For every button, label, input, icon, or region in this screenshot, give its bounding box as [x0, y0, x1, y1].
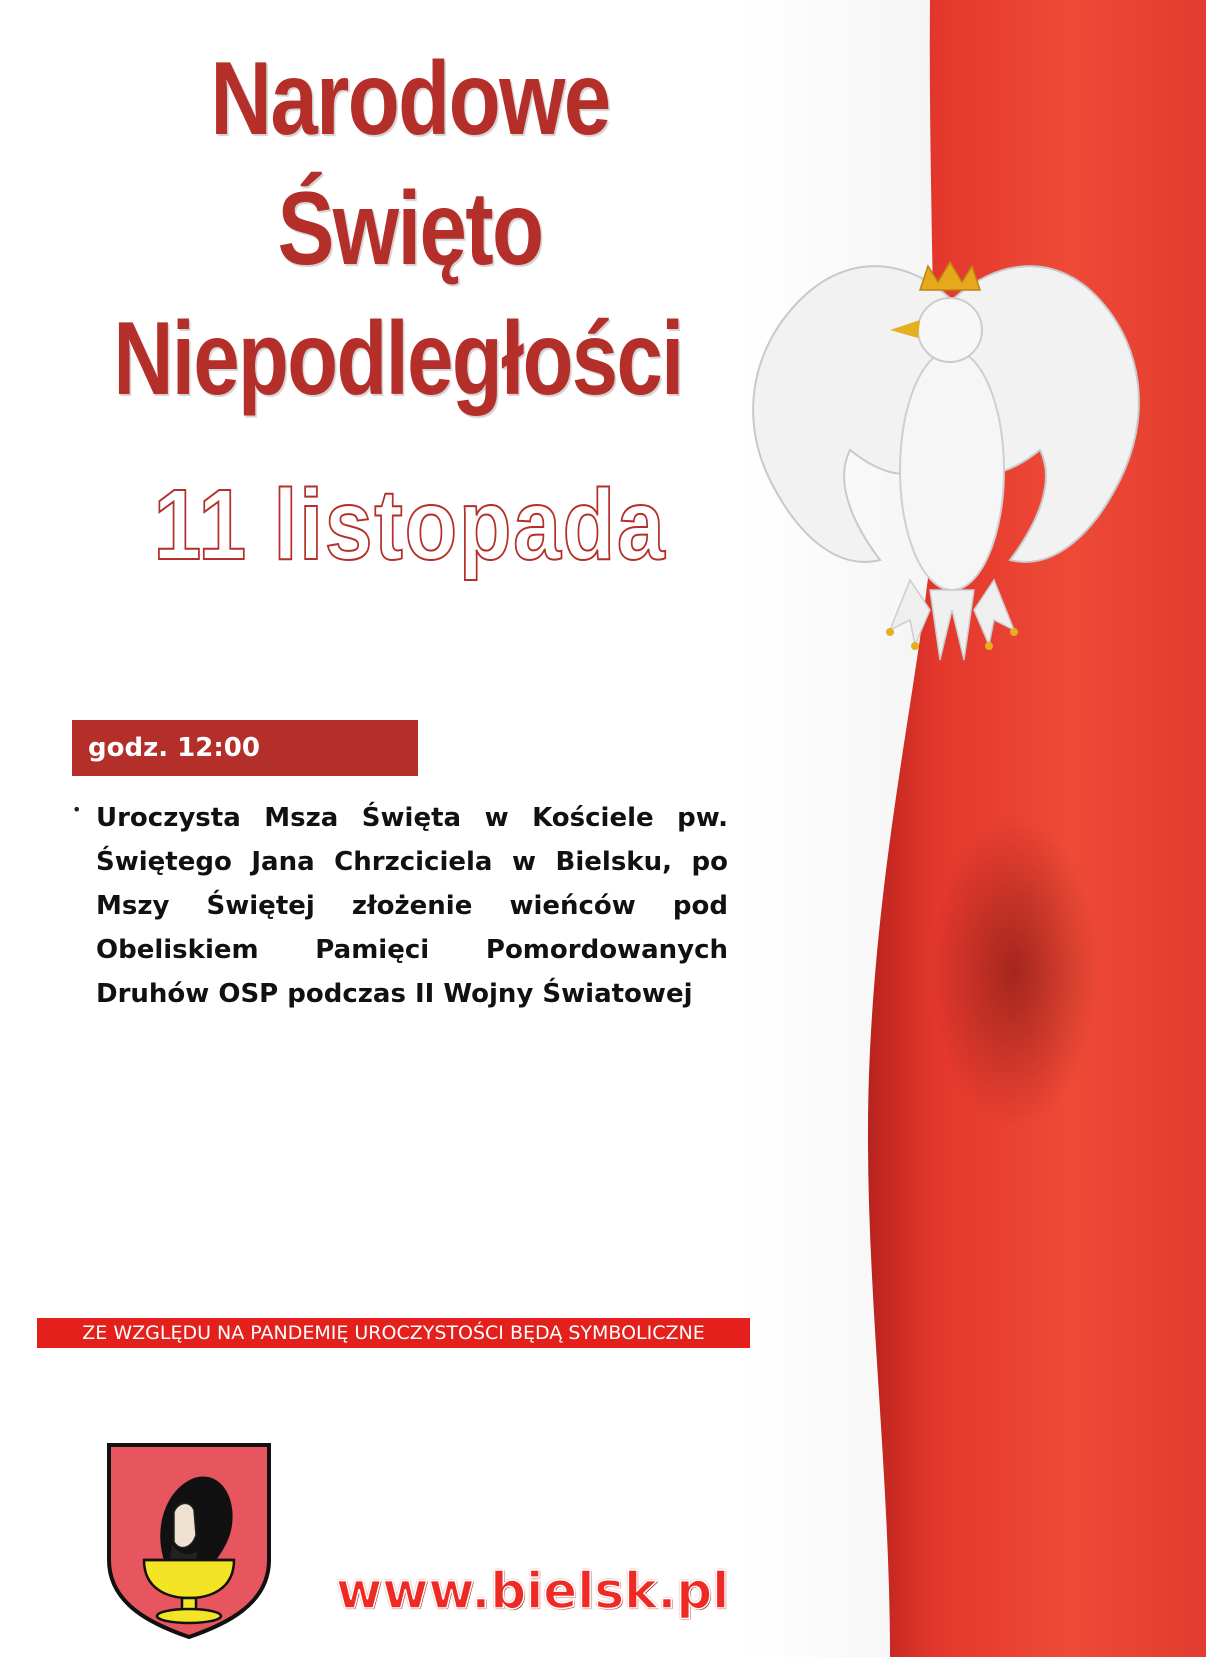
- event-description-text: Uroczysta Msza Święta w Kościele pw. Świętego Jana Chrzciciela w Bielsku, po Mszy Świętej złożenie wieńców pod Obeliskiem Pamięci Pomordowanych Druhów OSP podczas II Wojny Światowej: [96, 803, 728, 1009]
- title-line-1: Narodowe: [210, 41, 610, 157]
- event-description: [72, 796, 728, 1016]
- website-link[interactable]: www.bielsk.pl: [336, 1562, 730, 1620]
- date-heading: 11 listopada: [153, 469, 667, 581]
- pandemic-notice: ZE WZGLĘDU NA PANDEMIĘ UROCZYSTOŚCI BĘDĄ SYMBOLICZNE: [37, 1318, 750, 1348]
- title-line-2: Święto: [277, 171, 543, 287]
- bielsk-coat-of-arms-icon: [104, 1440, 274, 1640]
- polish-flag-eagle-image: [740, 0, 1206, 1657]
- bullet-icon: •: [72, 800, 82, 819]
- event-time-badge: godz. 12:00: [72, 720, 418, 776]
- title-line-3: Niepodległości: [113, 301, 683, 417]
